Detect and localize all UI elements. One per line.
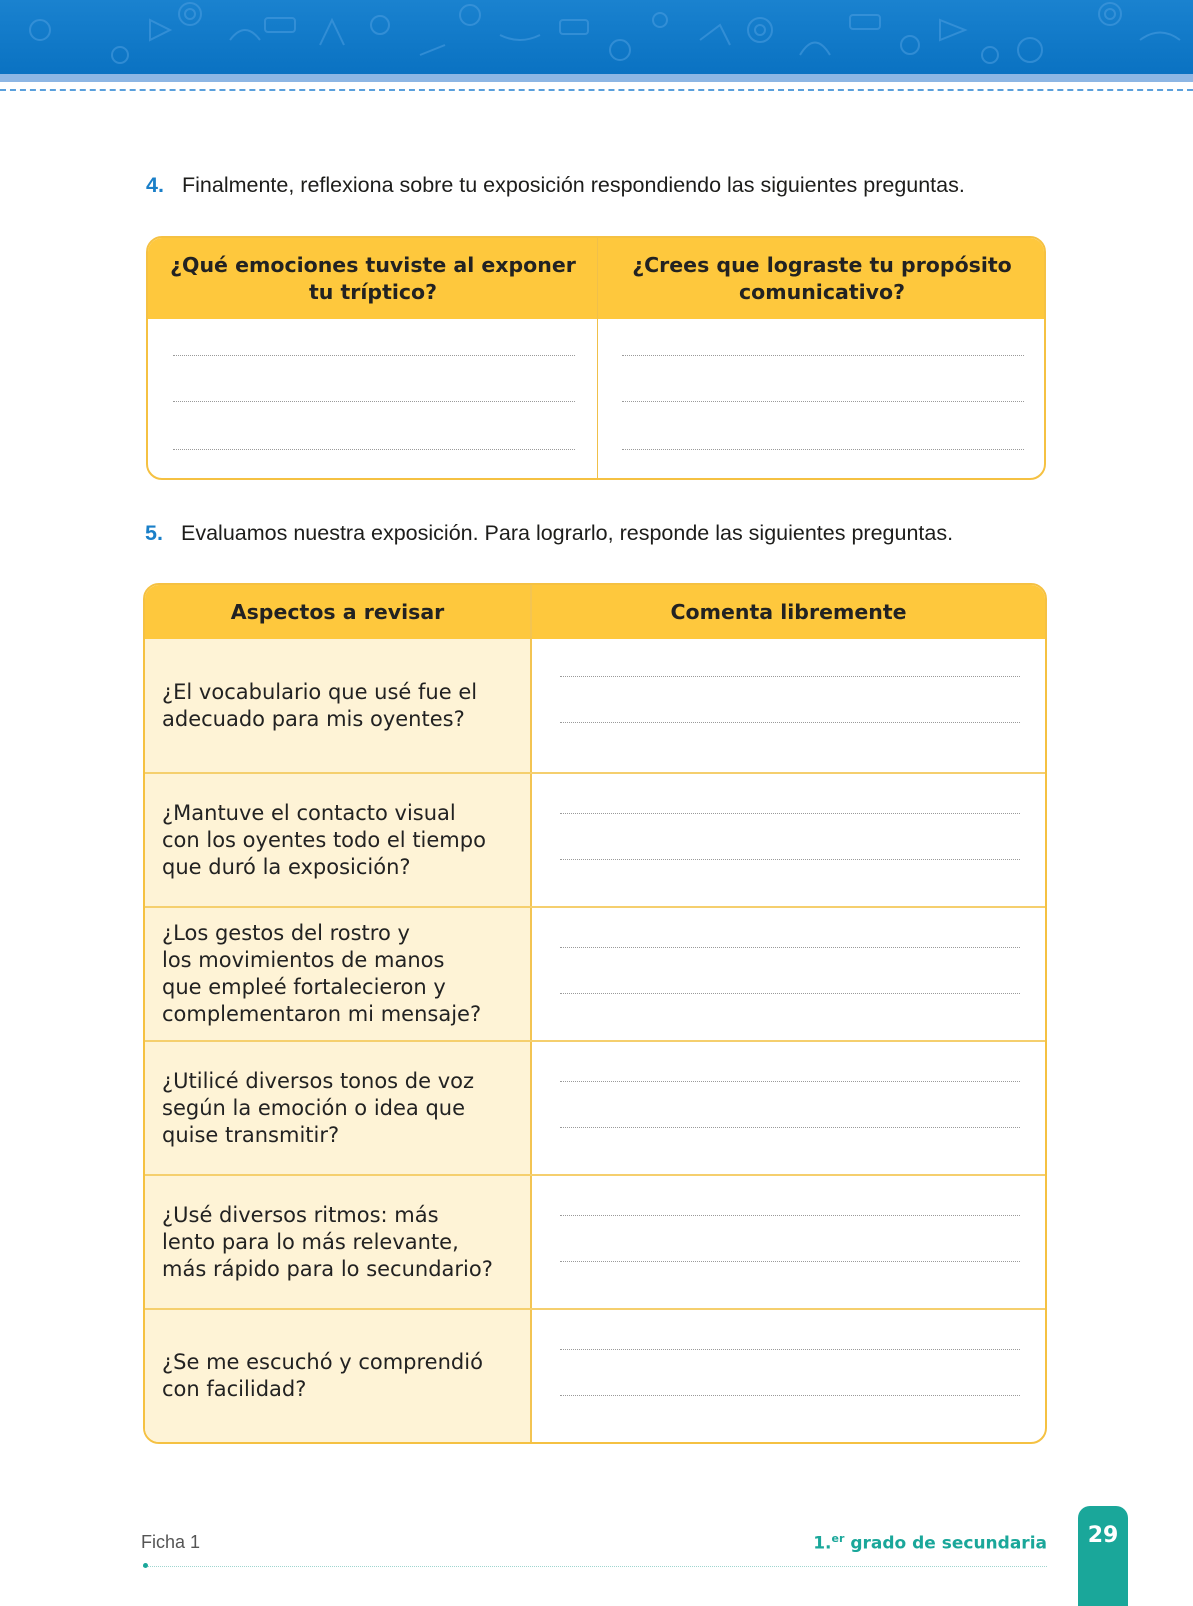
column-divider	[530, 585, 532, 1442]
answer-line[interactable]	[622, 449, 1024, 450]
answer-line[interactable]	[560, 993, 1020, 994]
answer-line[interactable]	[560, 676, 1020, 677]
instruction-number: 4.	[146, 173, 164, 197]
column-header-purpose: ¿Crees que lograste tu propósito comunicativo?	[632, 252, 1012, 304]
footer-grade	[813, 1532, 1047, 1554]
answer-line[interactable]	[560, 1349, 1020, 1350]
column-header-comments: Comenta libremente	[670, 600, 907, 624]
answer-line[interactable]	[560, 1081, 1020, 1082]
aspect-question: ¿Utilicé diversos tonos de voz según la emoción o idea que quise transmitir?	[162, 1068, 475, 1147]
column-header-emotions: ¿Qué emociones tuviste al exponer tu tríptico?	[170, 252, 576, 304]
reflection-table	[146, 236, 1046, 480]
aspect-question: ¿Se me escuchó y comprendió con facilidad?	[162, 1350, 483, 1401]
instruction-text: Evaluamos nuestra exposición. Para lograrlo, responde las siguientes preguntas.	[181, 521, 954, 545]
column-header-aspects: Aspectos a revisar	[230, 600, 445, 624]
header-divider	[0, 89, 1193, 91]
answer-line[interactable]	[560, 1215, 1020, 1216]
grade-text: grado de secundaria	[844, 1533, 1047, 1554]
aspect-question: ¿Mantuve el contacto visual con los oyentes todo el tiempo que duró la exposición?	[162, 800, 486, 879]
evaluation-table	[143, 583, 1047, 1444]
answer-line[interactable]	[622, 355, 1024, 356]
aspect-question: ¿Los gestos del rostro y los movimientos de manos que empleé fortalecieron y complementaron mi mensaje?	[162, 921, 482, 1026]
aspect-question: ¿El vocabulario que usé fue el adecuado para mis oyentes?	[162, 679, 478, 731]
instruction-text: Finalmente, reflexiona sobre tu exposición respondiendo las siguientes preguntas.	[182, 173, 965, 197]
answer-line[interactable]	[173, 401, 575, 402]
header-banner	[0, 0, 1193, 74]
instruction-number: 5.	[145, 521, 163, 545]
answer-line[interactable]	[560, 1261, 1020, 1262]
answer-line[interactable]	[560, 1127, 1020, 1128]
footer-dot	[143, 1563, 148, 1568]
answer-line[interactable]	[173, 355, 575, 356]
answer-line[interactable]	[173, 449, 575, 450]
header-strip	[0, 74, 1193, 82]
answer-line[interactable]	[622, 401, 1024, 402]
doodle-pattern	[0, 0, 1193, 74]
grade-number: 1.	[813, 1533, 832, 1554]
answer-line[interactable]	[560, 722, 1020, 723]
footer-ficha: Ficha 1	[141, 1532, 201, 1552]
grade-superscript: er	[831, 1532, 845, 1545]
column-divider	[597, 238, 598, 478]
footer-divider	[143, 1566, 1047, 1567]
instruction-4	[146, 173, 965, 198]
page-number: 29	[1087, 1523, 1119, 1548]
page-number-tab	[1078, 1506, 1128, 1606]
answer-line[interactable]	[560, 813, 1020, 814]
answer-line[interactable]	[560, 859, 1020, 860]
aspect-question: ¿Usé diversos ritmos: más lento para lo más relevante, más rápido para lo secundario?	[162, 1202, 493, 1281]
answer-line[interactable]	[560, 947, 1020, 948]
answer-line[interactable]	[560, 1395, 1020, 1396]
instruction-5	[145, 521, 953, 546]
